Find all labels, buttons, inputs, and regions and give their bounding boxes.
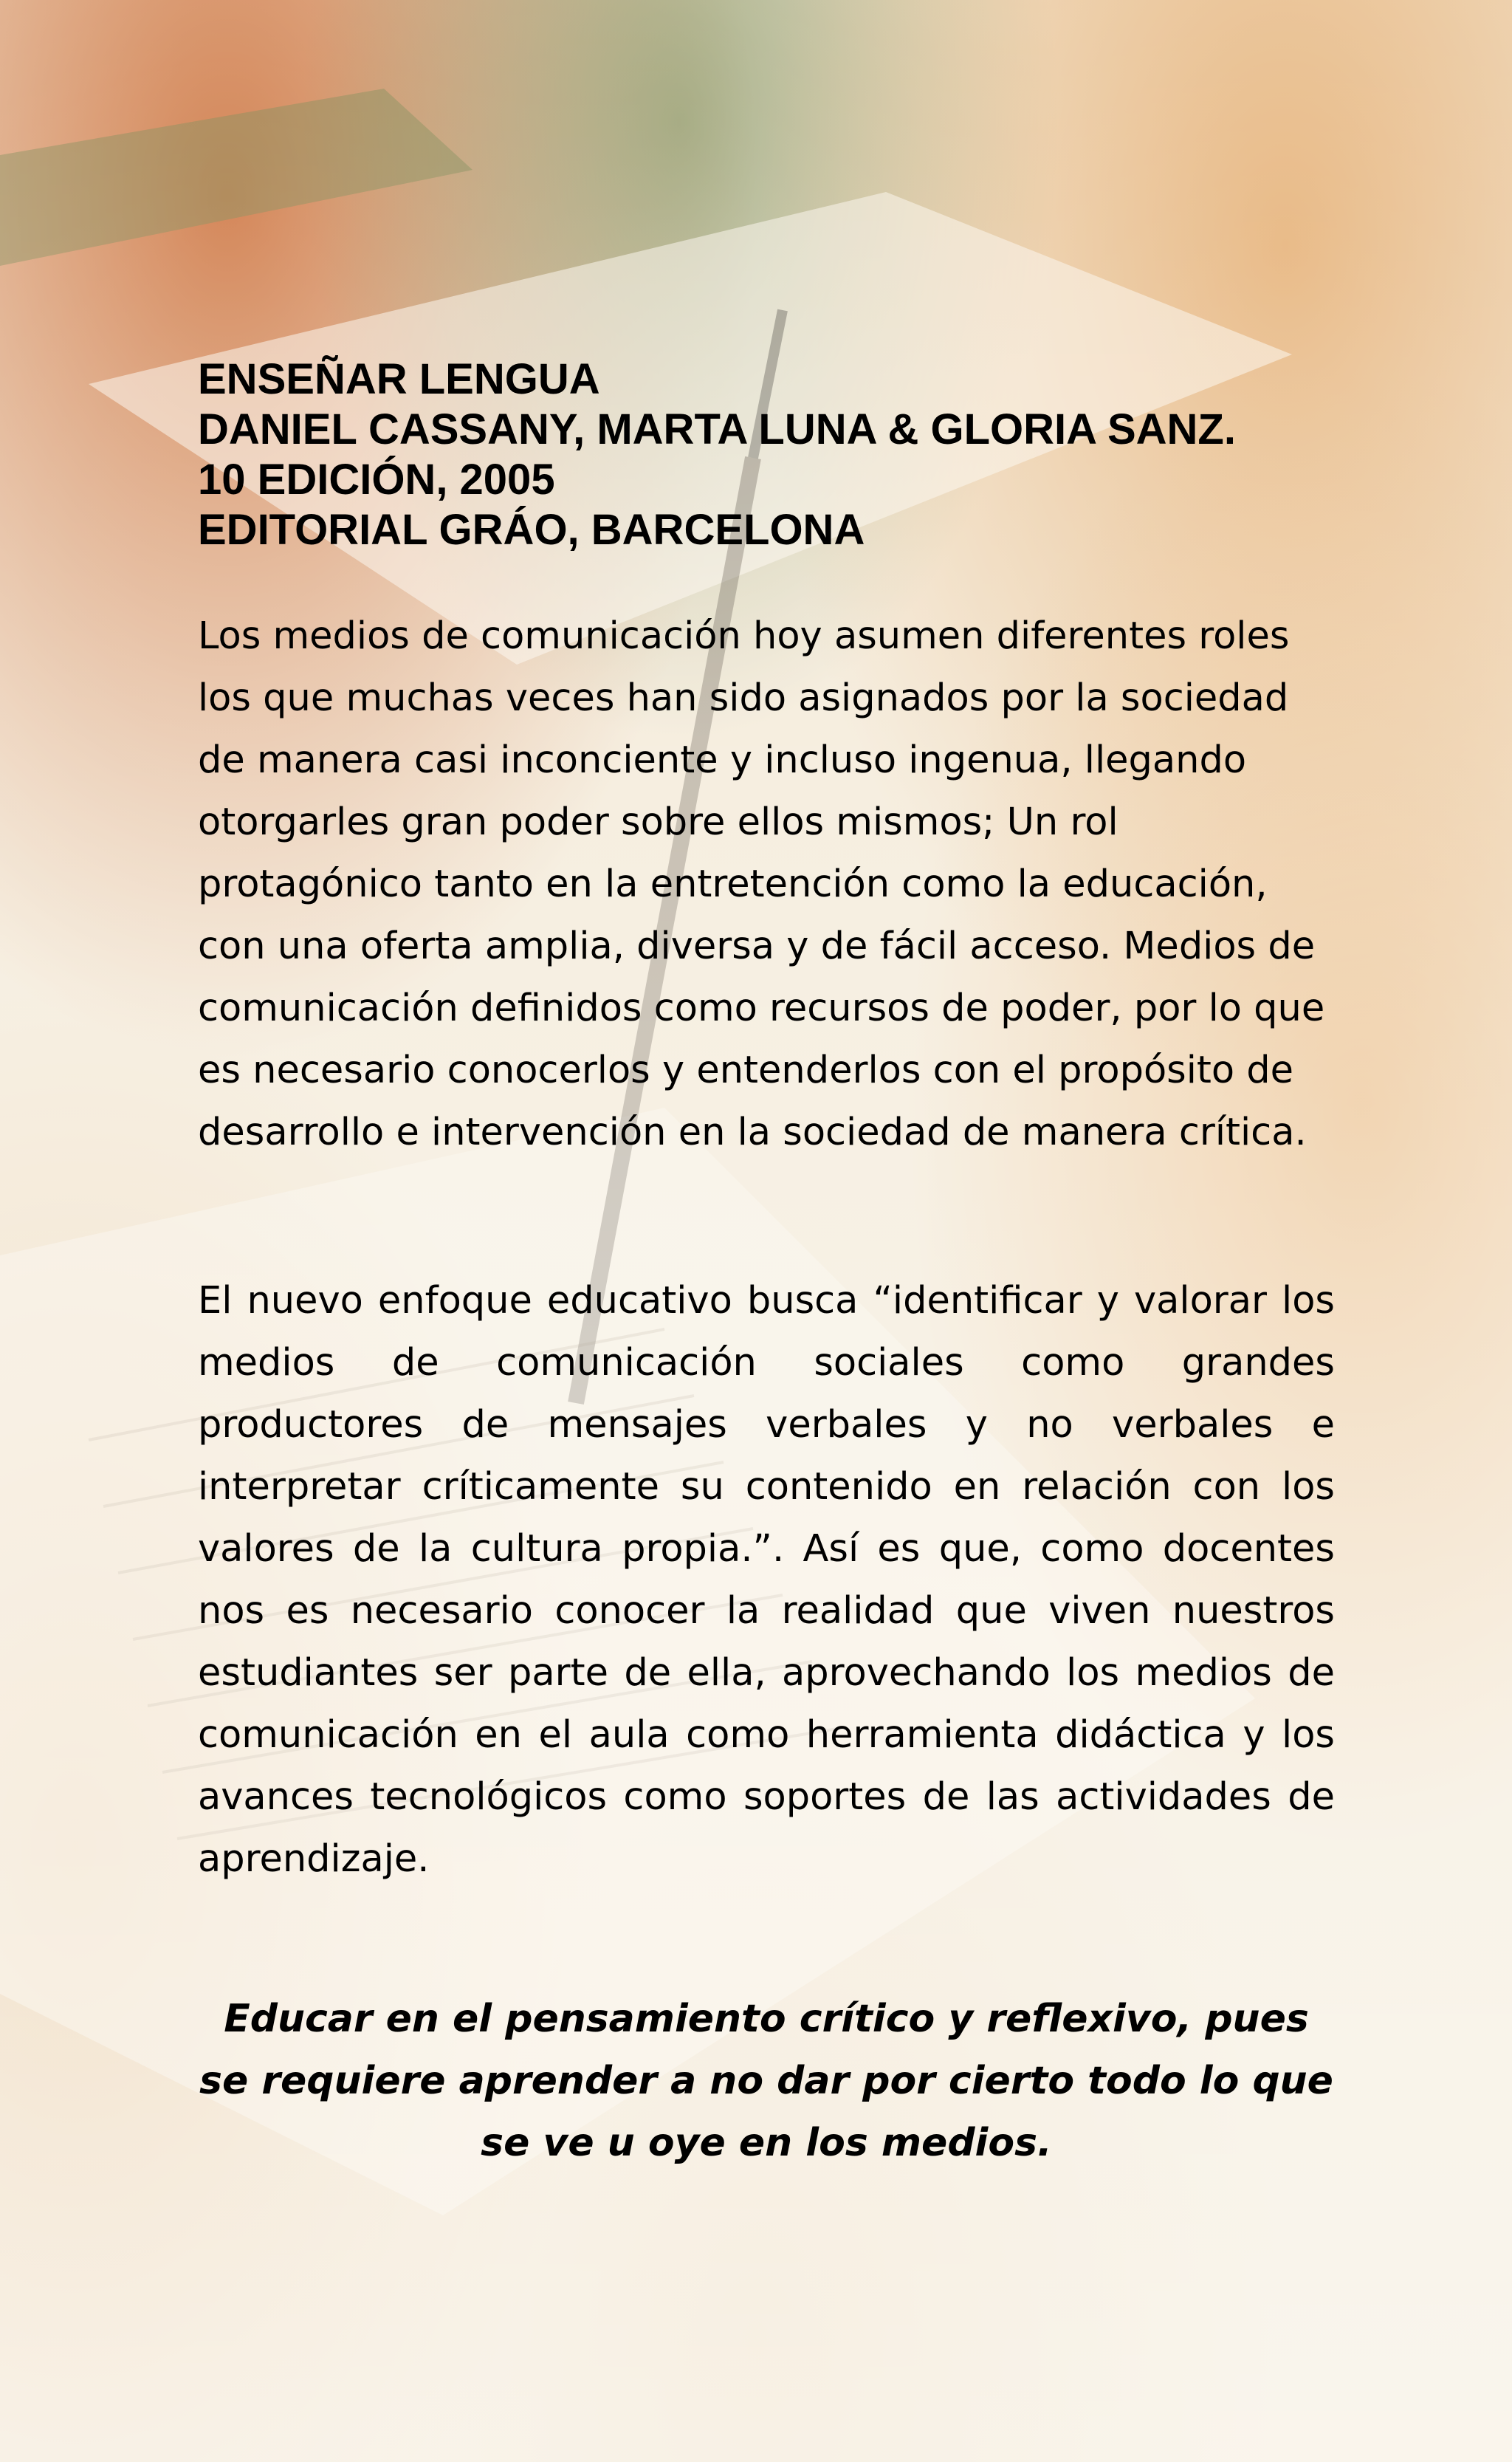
paragraph-1: Los medios de comunicación hoy asumen diferentes roles los que muchas veces han sido asignados por la sociedad de manera casi inconciente y incluso ingenua, llegando otorgarles gran poder sobre ellos mismos; Un rol protagónico tanto en la entretención como la educación, con una oferta amplia, diversa y de fácil acceso. Medios de comunicación definidos como recursos de poder, por lo que es necesario conocerlos y entenderlos con el propósito de desarrollo e intervención en la sociedad de manera crítica.	[198, 614, 1325, 1154]
paragraph-2: El nuevo enfoque educativo busca “identificar y valorar los medios de comunicación sociales como grandes productores de mensajes verbales y no verbales e interpretar críticamente su contenido en relación con los valores de la cultura propia.”. Así es que, como docentes nos es necesario conocer la realidad que viven nuestros estudiantes ser parte de ella, aprovechando los medios de comunicación en el aula como herramienta didáctica y los avances tecnológicos como soportes de las actividades de aprendizaje.	[198, 1279, 1335, 1881]
book-title: ENSEÑAR LENGUA	[198, 355, 600, 403]
text-panel	[198, 354, 1335, 2165]
closing-quote: Educar en el pensamiento crítico y reflexivo, pues se requiere aprender a no dar por cierto todo lo que se ve u oye en los medios.	[199, 1997, 1333, 2165]
book-edition: 10 EDICIÓN, 2005	[198, 456, 555, 504]
book-reference	[198, 354, 1335, 555]
book-authors: DANIEL CASSANY, MARTA LUNA & GLORIA SANZ.	[198, 405, 1236, 453]
book-publisher: EDITORIAL GRÁO, BARCELONA	[198, 506, 865, 554]
